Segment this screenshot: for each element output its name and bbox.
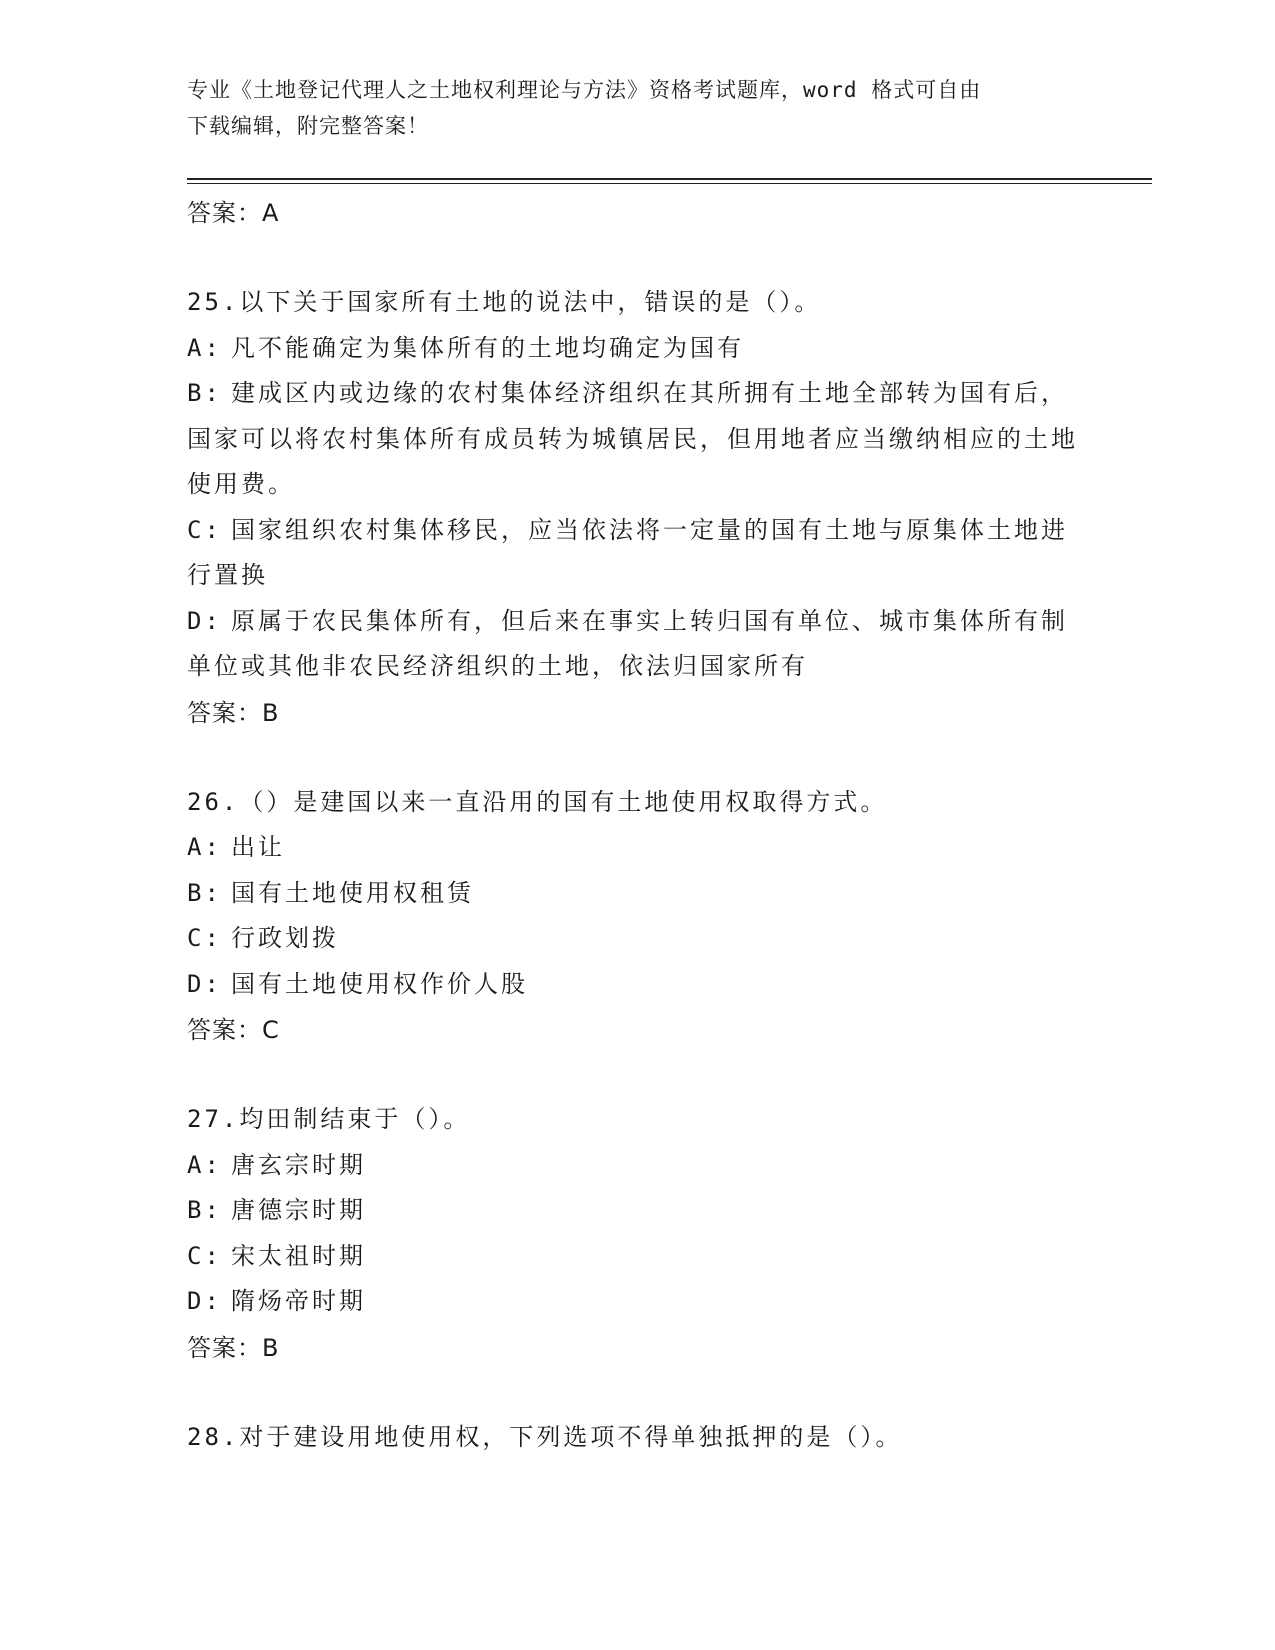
option-a [187, 326, 1087, 372]
option-key: D: [187, 969, 222, 998]
answer-line: 答案：C [187, 1016, 280, 1044]
option-text: 原属于农民集体所有，但后来在事实上转归国有单位、城市集体所有制单位或其他非农民经济组织的土地，依法归国家所有 [187, 606, 1068, 680]
option-text: 国有土地使用权作价人股 [231, 969, 528, 998]
spacer [187, 1053, 1087, 1097]
option-a [187, 825, 1087, 871]
option-text: 唐德宗时期 [231, 1196, 366, 1224]
option-text: 隋炀帝时期 [231, 1287, 366, 1315]
question-stem: 26.（）是建国以来一直沿用的国有土地使用权取得方式。 [187, 787, 888, 816]
previous-answer: 答案：A [187, 199, 280, 227]
option-text: 建成区内或边缘的农村集体经济组织在其所拥有土地全部转为国有后，国家可以将农村集体所有成员转为城镇居民，但用地者应当缴纳相应的土地使用费。 [187, 379, 1078, 498]
option-key: B: [187, 1196, 222, 1224]
option-key: D: [187, 606, 222, 635]
option-c [187, 916, 1087, 962]
option-key: C: [187, 1241, 222, 1270]
option-key: A: [187, 1150, 222, 1179]
header-divider-thin [187, 183, 1152, 184]
option-d [187, 962, 1087, 1008]
question-25 [187, 280, 1087, 736]
option-b [187, 371, 1087, 508]
option-d [187, 1279, 1087, 1325]
question-28 [187, 1415, 1087, 1461]
option-text: 宋太祖时期 [231, 1241, 366, 1270]
question-26 [187, 780, 1087, 1054]
header-line-1: 专业《土地登记代理人之土地权利理论与方法》资格考试题库，word 格式可自由 [187, 78, 982, 102]
option-key: D: [187, 1287, 222, 1315]
option-key: A: [187, 333, 222, 362]
answer-line: 答案：B [187, 1333, 280, 1362]
option-key: A: [187, 833, 222, 861]
document-header [187, 72, 1067, 144]
option-c [187, 508, 1087, 599]
question-list [187, 190, 1087, 1460]
header-divider-thick [187, 178, 1152, 180]
option-text: 唐玄宗时期 [231, 1150, 366, 1179]
option-b [187, 871, 1087, 917]
option-text: 行政划拨 [231, 924, 339, 952]
header-line-2: 下载编辑，附完整答案！ [187, 114, 429, 138]
spacer [187, 736, 1087, 780]
question-stem: 27.均田制结束于（）。 [187, 1105, 471, 1133]
question-stem: 28.对于建设用地使用权，下列选项不得单独抵押的是（）。 [187, 1422, 903, 1451]
option-text: 出让 [231, 833, 285, 861]
answer-line: 答案：B [187, 698, 280, 727]
option-b [187, 1188, 1087, 1234]
option-key: C: [187, 924, 222, 952]
question-stem: 25.以下关于国家所有土地的说法中，错误的是（）。 [187, 288, 822, 316]
option-d [187, 599, 1087, 690]
option-c [187, 1234, 1087, 1280]
option-a [187, 1143, 1087, 1189]
option-key: B: [187, 379, 222, 407]
option-key: C: [187, 515, 222, 544]
option-key: B: [187, 878, 222, 907]
question-27 [187, 1097, 1087, 1371]
option-text: 国有土地使用权租赁 [231, 878, 474, 907]
option-text: 国家组织农村集体移民，应当依法将一定量的国有土地与原集体土地进行置换 [187, 515, 1068, 589]
spacer [187, 236, 1087, 280]
spacer [187, 1371, 1087, 1415]
option-text: 凡不能确定为集体所有的土地均确定为国有 [231, 333, 744, 362]
